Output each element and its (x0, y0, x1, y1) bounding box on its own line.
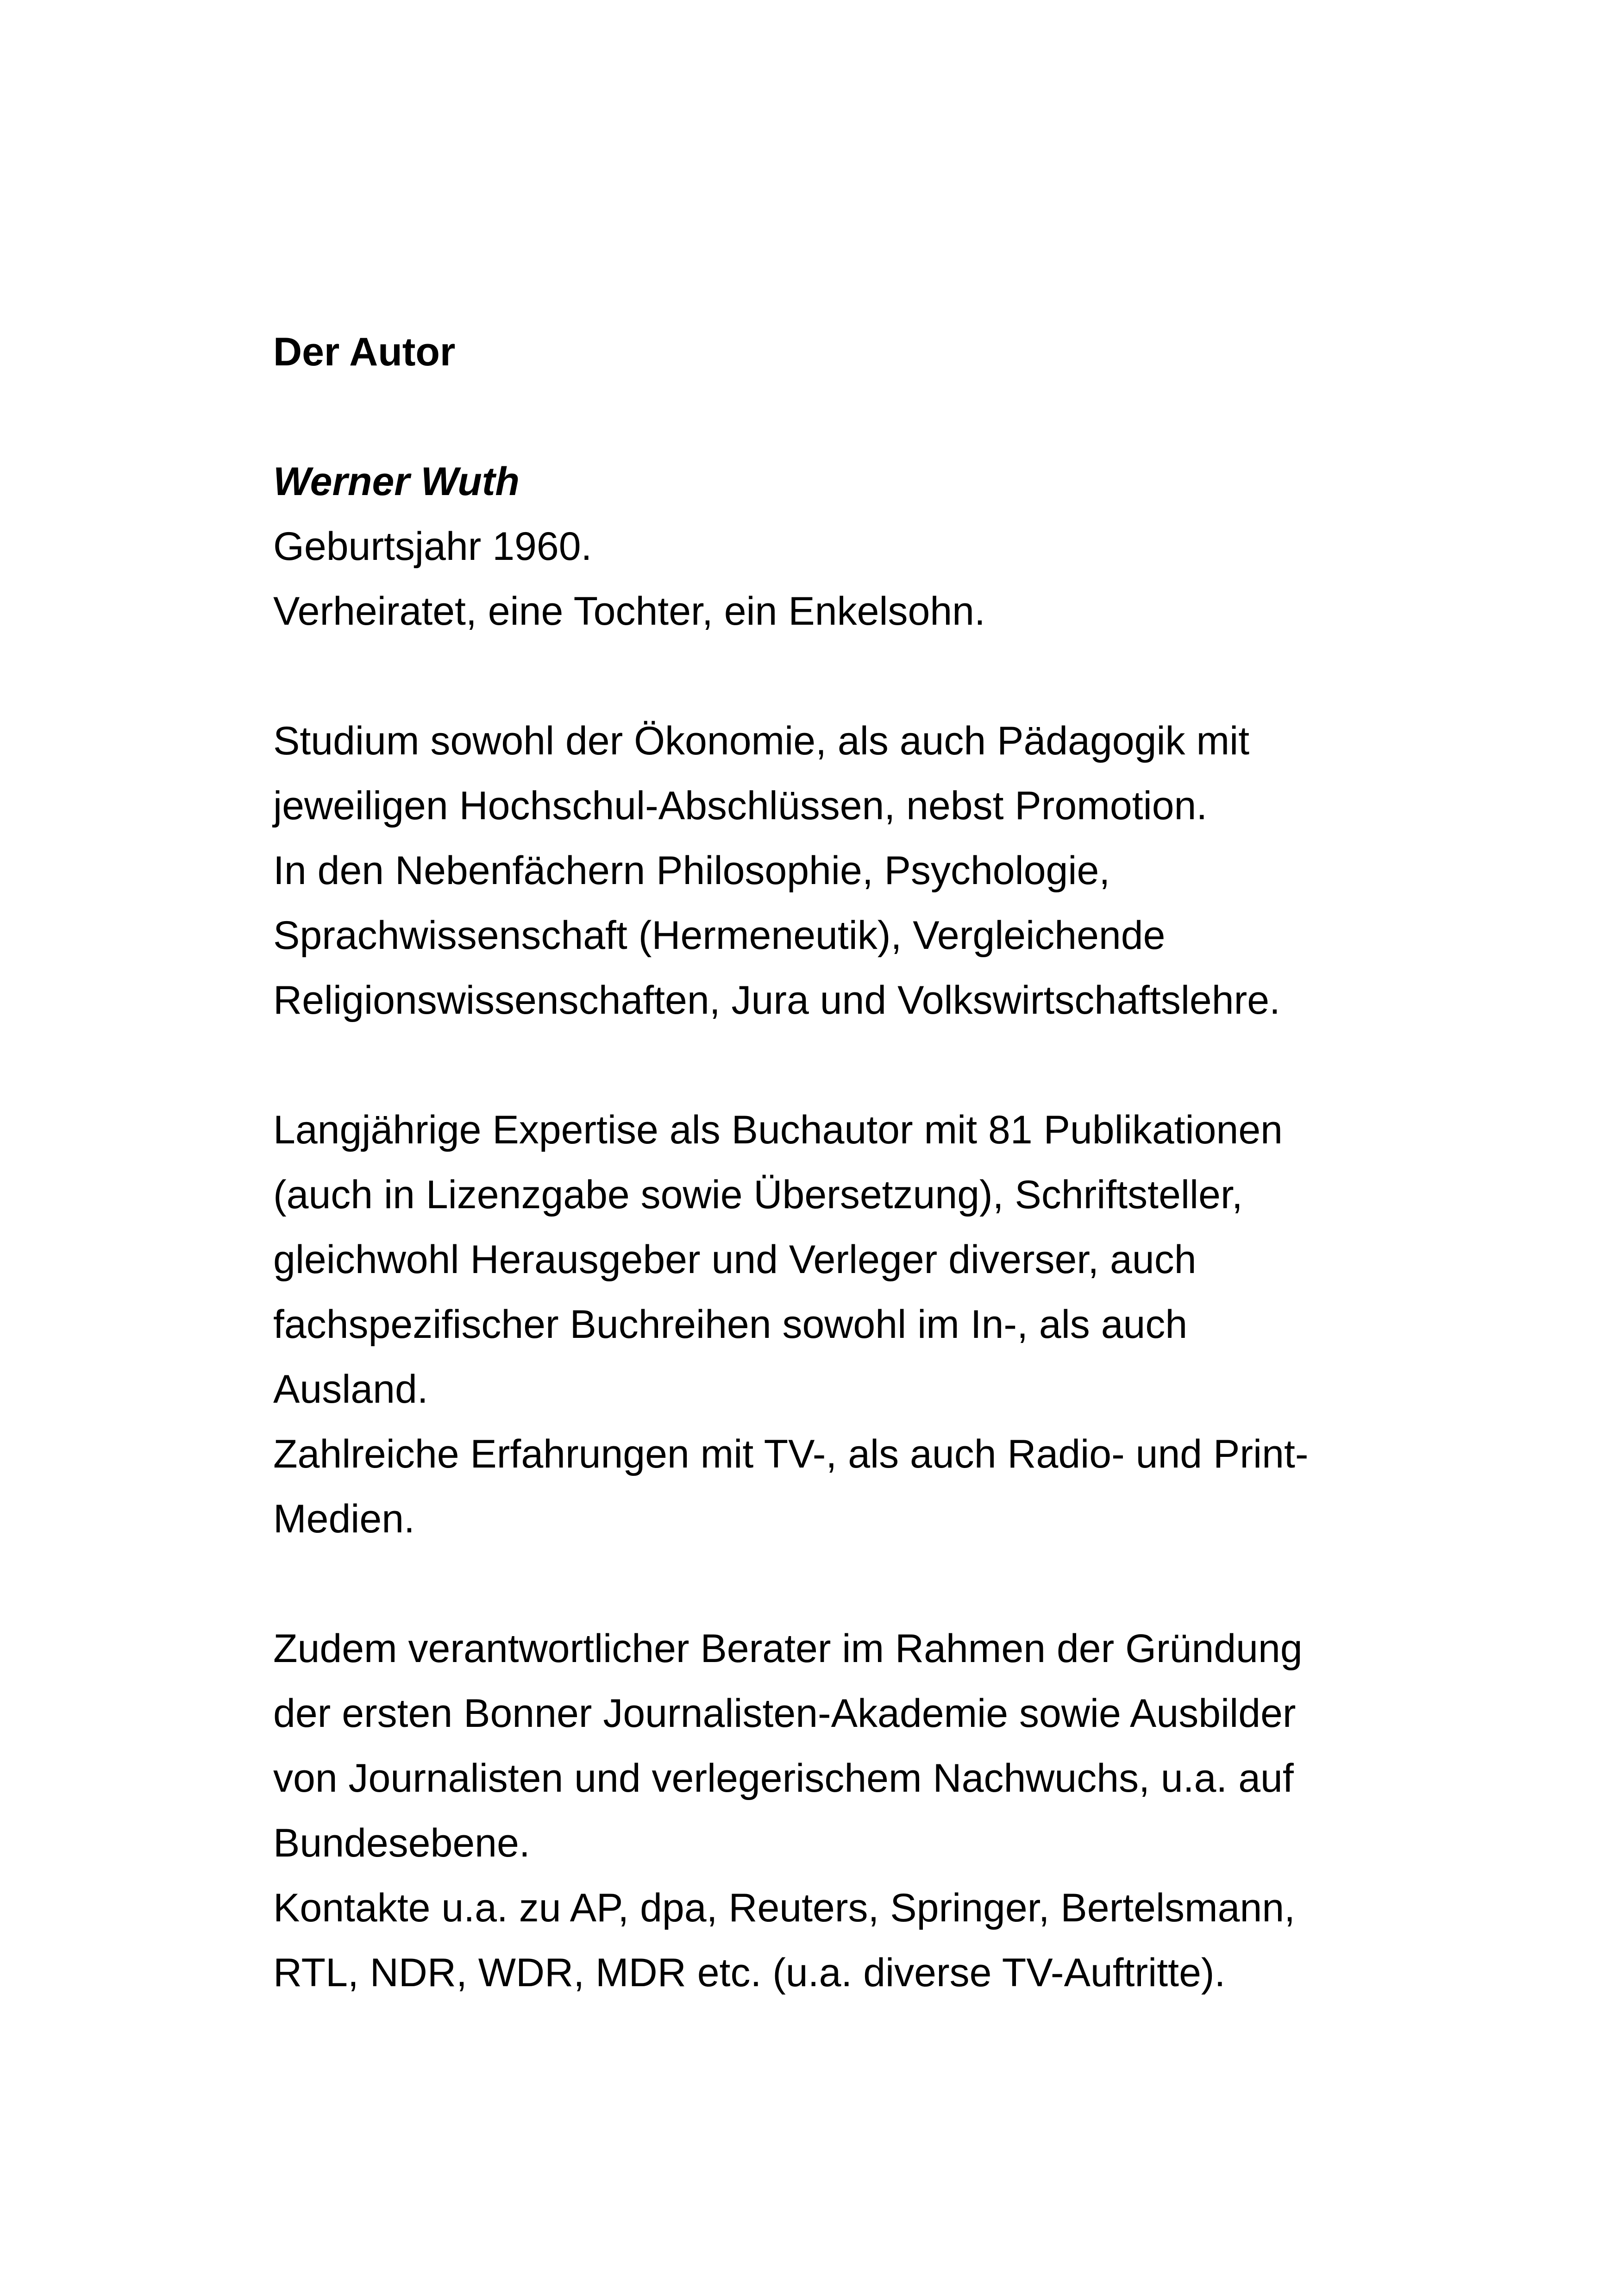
paragraph-gap (273, 644, 1417, 709)
text-line: Kontakte u.a. zu AP, dpa, Reuters, Springer, Bertelsmann, (273, 1886, 1296, 1930)
text-line: Religionswissenschaften, Jura und Volkswirtschaftslehre. (273, 978, 1280, 1023)
text-line: Sprachwissenschaft (Hermeneutik), Vergleichende (273, 913, 1166, 958)
page-title: Der Autor (273, 330, 456, 374)
text-line: der ersten Bonner Journalisten-Akademie sowie Ausbilder (273, 1691, 1296, 1736)
text-line: gleichwohl Herausgeber und Verleger diverser, auch (273, 1237, 1197, 1282)
text-line: Bundesebene. (273, 1821, 530, 1865)
text-line: RTL, NDR, WDR, MDR etc. (u.a. diverse TV-Auftritte). (273, 1951, 1226, 1995)
paragraph-gap (273, 384, 1417, 449)
text-line: fachspezifischer Buchreihen sowohl im In-, als auch (273, 1302, 1188, 1347)
text-line: Studium sowohl der Ökonomie, als auch Pädagogik mit (273, 719, 1250, 763)
education-paragraph (273, 709, 1417, 1033)
text-line: Langjährige Expertise als Buchautor mit 81 Publikationen (273, 1108, 1283, 1152)
paragraph-gap (273, 1551, 1417, 1616)
author-line: Geburtsjahr 1960. (273, 524, 592, 569)
text-line: Ausland. (273, 1367, 428, 1411)
author-section (273, 449, 1417, 644)
text-line: von Journalisten und verlegerischem Nachwuchs, u.a. auf (273, 1756, 1294, 1800)
text-line: Zahlreiche Erfahrungen mit TV-, als auch Radio- und Print- (273, 1432, 1309, 1476)
paragraph-gap (273, 1033, 1417, 1098)
text-line: (auch in Lizenzgabe sowie Übersetzung), Schriftsteller, (273, 1173, 1243, 1217)
consulting-paragraph (273, 1616, 1417, 2005)
text-line: jeweiligen Hochschul-Abschlüssen, nebst Promotion. (273, 784, 1208, 828)
text-line: Zudem verantwortlicher Berater im Rahmen der Gründung (273, 1626, 1303, 1671)
author-name: Werner Wuth (273, 459, 520, 504)
text-line: In den Nebenfächern Philosophie, Psychologie, (273, 848, 1110, 893)
document-body (273, 320, 1417, 2005)
text-line: Medien. (273, 1497, 415, 1541)
expertise-paragraph (273, 1098, 1417, 1551)
author-line: Verheiratet, eine Tochter, ein Enkelsohn. (273, 589, 985, 634)
